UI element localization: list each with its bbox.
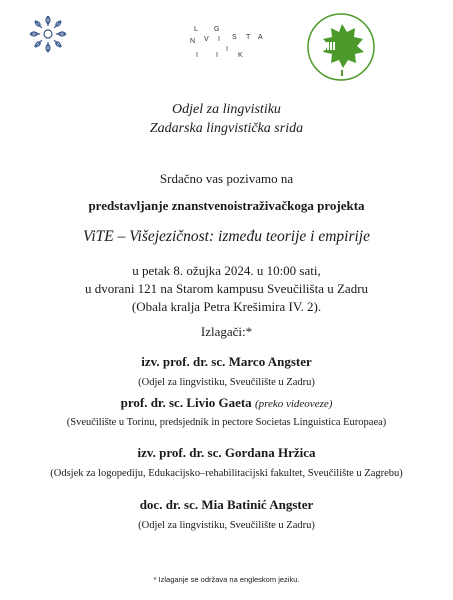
project-title: ViTE – Višejezičnost: između teorije i empirije: [83, 228, 370, 245]
lingvistika-logo: [186, 22, 266, 66]
speaker-note: (preko videoveze): [254, 398, 333, 410]
logo-letter: I: [216, 52, 218, 59]
logo-letter: T: [246, 34, 251, 41]
logo-letter: I: [218, 36, 220, 43]
university-emblem-icon: [26, 12, 70, 56]
logo-letter: I: [226, 46, 228, 53]
speaker-affiliation: (Odjel za lingvistiku, Sveučilište u Zadru): [138, 520, 315, 531]
logo-letter: L: [194, 26, 198, 33]
logo-letter: S: [232, 34, 237, 41]
speaker-affiliation: (Odsjek za logopediju, Edukacijsko–rehabilitacijski fakultet, Sveučilište u Zagrebu): [50, 468, 403, 479]
event-type: predstavljanje znanstvenoistraživačkoga projekta: [88, 198, 365, 213]
logo-bar: [0, 0, 453, 90]
speaker-name: doc. dr. sc. Mia Batinić Angster: [139, 497, 314, 512]
department-name: Odjel za lingvistiku: [172, 102, 281, 117]
speaker-name: izv. prof. dr. sc. Gordana Hržica: [137, 445, 316, 460]
logo-letter: G: [214, 26, 220, 33]
speaker-affiliation: (Odjel za lingvistiku, Sveučilište u Zadru): [138, 377, 315, 388]
speakers-heading: Izlagači:*: [200, 324, 253, 339]
invitation-text: Srdačno vas pozivamo na: [159, 171, 294, 186]
speaker-name-row: [0, 395, 453, 411]
date-line: u petak 8. ožujka 2024. u 10:00 sati,: [132, 263, 321, 278]
address-line: (Obala kralja Petra Krešimira IV. 2).: [131, 299, 322, 314]
logo-letter: V: [204, 36, 209, 43]
logo-letter: I: [196, 52, 198, 59]
logo-letter: N: [190, 38, 196, 45]
vite-leaf-logo: [306, 12, 376, 82]
logo-letter: K: [238, 52, 243, 59]
speaker-affiliation: (Sveučilište u Torinu, predsjednik in pectore Societas Linguistica Europaea): [66, 417, 387, 428]
series-name: Zadarska lingvistička srida: [149, 121, 304, 136]
event-details: [0, 262, 453, 316]
department-header: [0, 100, 453, 138]
place-line: u dvorani 121 na Starom kampusu Sveučilišta u Zadru: [84, 281, 369, 296]
footnote: * Izlaganje se održava na engleskom jeziku.: [153, 575, 300, 584]
logo-letter: A: [258, 34, 263, 41]
speaker-name: prof. dr. sc. Livio Gaeta: [120, 395, 252, 410]
speaker-name: izv. prof. dr. sc. Marco Angster: [141, 354, 312, 369]
